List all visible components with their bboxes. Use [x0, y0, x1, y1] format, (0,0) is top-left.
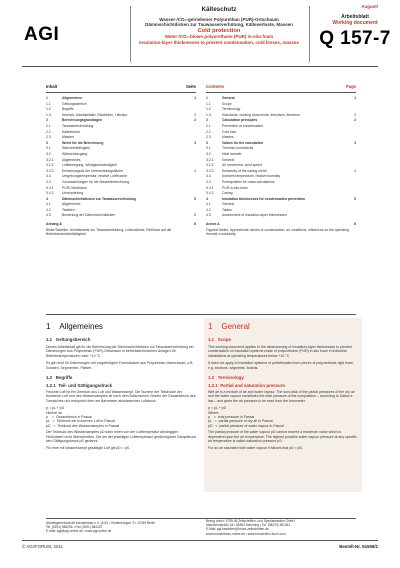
section-1-1-title-de: Geltungsbereich	[55, 337, 91, 342]
section-1-2-heading-de	[46, 375, 196, 380]
toc-de-page: 5	[194, 196, 196, 201]
header-divider-left	[130, 6, 131, 62]
toc-en-text: Cold loss	[222, 129, 236, 134]
toc-de-text: PUR-Ortschaum	[62, 185, 87, 190]
document-code: Q 157-7	[319, 28, 391, 49]
toc-de-num: 2.1	[46, 123, 51, 128]
toc-en-text: Scope	[222, 101, 232, 106]
toc-en-text: Emissivity of the casing metal	[222, 168, 267, 173]
footer-distributor-line3: E-Mail: agi-bestellen@forum-zeitschriften.de	[206, 527, 269, 532]
footer-publisher	[46, 521, 196, 534]
subtitle-en	[133, 34, 305, 44]
definition-1-de: p = Gesamtdruck in Pascal	[46, 415, 92, 420]
agi-logo: AGI	[24, 24, 60, 45]
paragraph-saturation-en: The partial pressure of the water vapour pD cannot exceed a maximum value which is dependent upon the air temperature. The highest possible water vapour pressure at any specific air temperature is called saturation pressure pS.	[208, 430, 357, 444]
toc-de-text: Werte für die Berechnung	[62, 140, 104, 145]
formula-en: p = pL + pD	[208, 406, 227, 411]
toc-en-page: 1	[354, 96, 356, 100]
section-1-title-de: Allgemeines	[59, 322, 103, 331]
toc-de-page: 1	[194, 96, 196, 100]
toc-en-num: 4	[206, 196, 208, 201]
toc-de-text: Kälteverlust	[62, 129, 80, 134]
section-1-2-num-en: 1.2	[208, 375, 215, 381]
toc-en-num: 3.2.3	[206, 168, 214, 173]
toc-de-list	[46, 96, 196, 219]
section-1-2-1-num-en: 1.2.1	[208, 383, 218, 389]
toc-de-text: Ummantelung	[62, 191, 84, 196]
toc-en-text: Assessment of insulation-layer thicknesses	[222, 213, 287, 218]
toc-en-page: 5	[354, 196, 356, 201]
order-number: Bestell-Nr. 51559/1	[339, 544, 378, 549]
toc-en-list	[206, 96, 356, 219]
issue-date: August/	[361, 4, 378, 9]
section-1-1-num-de: 1.1	[46, 337, 53, 342]
toc-en-text: Terminology	[222, 107, 241, 112]
toc-de-annex-head	[46, 222, 196, 228]
toc-en-text: General	[222, 96, 235, 100]
section-1-title-en: General	[221, 322, 250, 331]
subtitle-de-line1: Wasser-/CO₂-getriebener Polyurethan (PUR)-Ortschaum	[159, 17, 279, 22]
definition-2-en: pL = partial pressure of dry air in Pascal	[208, 419, 273, 424]
toc-en-page: 2	[354, 112, 356, 117]
paragraph-saturated-air-en: For an air saturated with water vapour it follows that pD = pS.	[208, 445, 303, 450]
section-1-1-heading-de	[46, 337, 196, 342]
toc-de-num: 1	[46, 96, 48, 100]
toc-de-text: Voraussetzungen für die Massenberechnung	[62, 179, 130, 184]
section-1-1-num-en: 1.1	[208, 337, 215, 342]
toc-en-num: 1	[206, 96, 208, 100]
toc-de-num: 1.1	[46, 101, 51, 106]
toc-en-text: General	[222, 157, 235, 162]
toc-de-num: 2.2	[46, 129, 51, 134]
subtitle-en-line1: Water-/CO₂-blown polyurethane (PUR) in-situ foam	[164, 34, 274, 40]
toc-en-num: 3.2.2	[206, 163, 214, 168]
toc-en-page-label: Page	[345, 84, 356, 89]
footer-bottom-rule	[22, 540, 378, 541]
toc-en-num: 2.1	[206, 123, 211, 128]
toc-de-rule	[46, 92, 196, 93]
toc-de-row	[46, 213, 196, 219]
where-label-de: Hierbei ist:	[46, 410, 63, 415]
toc-de-num: 3.1	[46, 146, 51, 151]
paragraph-mixture-en: Wet air is a mixture of air and water vapour. The sum-total of the partial pressures of the dry air and the water vapour constitutes the total pressure of the composition – according to Dalton's law – and gives the air pressure to be read from the barometer.	[208, 390, 355, 403]
toc-de-text: Begriffe	[62, 107, 74, 112]
toc-en-text: Ambient temperature, relative humidity	[222, 174, 281, 179]
section-1-2-title-en: Terminology	[217, 375, 244, 381]
definition-2-de: pL = Teildruck der trockenen Luft in Pascal	[46, 419, 115, 424]
toc-de-text: Tabellen	[62, 207, 75, 212]
toc-en-row	[206, 213, 356, 219]
toc-en-header	[206, 84, 356, 90]
toc-de-text: Bewertung der Dämmschichtdicken	[62, 213, 116, 218]
toc-en-text: Calculation principles	[222, 118, 258, 123]
toc-de-num: 3.4.2	[46, 191, 54, 196]
toc-de-annex-num: Anhang A	[46, 222, 62, 227]
title-en: Cold protection	[197, 28, 241, 35]
toc-en-num: 4.3	[206, 213, 211, 218]
toc-de-num: 1.3	[46, 112, 51, 117]
section-1-2-1-num-de: 1.2.1	[46, 383, 56, 389]
toc-en-text: Masses	[222, 135, 234, 140]
paragraph-saturated-air-de: Für eine mit Wasserdampf gesättigte Luft gilt pD = pS.	[46, 445, 131, 450]
footer-distributor-line1: Bezug durch: FORUM Zeitschriften- und Spezialmedien GmbH	[206, 519, 295, 523]
formula-de: p = pL + pD	[46, 406, 65, 411]
toc-de-num: 3.2	[46, 151, 51, 156]
toc-en-text: PUR-in-situ foam	[222, 185, 248, 190]
toc-en-page: 2	[354, 118, 356, 123]
toc-en-annex-text: Figures/Tables: Approximate values of condensation, air conditions, influences on the operating thermal conductivity	[206, 227, 349, 237]
section-1-num-de: 1	[46, 322, 51, 331]
toc-de-num: 3.2.1	[46, 157, 54, 162]
toc-en-text: General	[222, 202, 235, 207]
toc-en-num: 2	[206, 118, 208, 123]
toc-en-text: Air movement, wind speed	[222, 163, 262, 168]
body-de	[46, 322, 196, 450]
toc-de-header	[46, 84, 196, 90]
footer-distributor-line4: www.industriebau-online.de • www.immobilien-buch.com	[206, 531, 286, 536]
toc-en-annex-num: Annex A	[206, 222, 220, 227]
toc-en-text: Standards, working documents, directives, literature	[222, 112, 300, 117]
header-rule	[22, 66, 378, 67]
toc-en-annex-head	[206, 222, 356, 228]
section-1-2-1-heading-en	[208, 383, 358, 388]
toc-de-text: Berechnungsgrundlagen	[62, 118, 103, 123]
subtitle-de	[133, 17, 305, 27]
toc-de-page: 5	[194, 213, 196, 218]
toc-en-num: 1.3	[206, 112, 211, 117]
where-label-en: Where:	[208, 410, 220, 415]
toc-de-text: Luftbewegung, Windgeschwindigkeit	[62, 163, 117, 168]
toc-en-num: 1.1	[206, 101, 211, 106]
subtitle-de-line2: Dämmschichtdicken zur Tauwasserverhütung, Kälteverluste, Massen	[145, 22, 293, 28]
paragraph-scope-de: Dieses Arbeitsblatt gilt für die Bemessung der Dämmschichtdicken zur Tauwasserverhütung bei Dämmungen aus Polyurethan (PUR)-Ortschaum in betriebstechnischen Anlagen für Betriebstemperaturen unter +10 °C.	[46, 345, 194, 358]
toc-de-page-label: Seite	[185, 84, 196, 89]
paragraph-scope-en: This working document applies to the dimensioning of insulation-layer thicknesses to prevent condensation on insulation systems made of polyurethane (PUR) in-situ foam in industrial installations at operating temperatures below +10 °C.	[208, 345, 352, 358]
toc-en-num: 3	[206, 140, 208, 145]
toc-en-num: 1.2	[206, 107, 211, 112]
toc-en-text: Thermal conductivity	[222, 146, 254, 151]
toc-en-num: 4.2	[206, 207, 211, 212]
toc-en-text: Heat transfer	[222, 151, 242, 156]
subtitle-en-line2: Insulation-layer thicknesses to prevent condensation, cold losses, masses	[139, 39, 299, 45]
section-1-heading-de	[46, 322, 196, 331]
footer-publisher-line3: E-Mail: agi@agi-online.de • www.agi-online.de	[46, 529, 112, 534]
toc-de-text: Wärmeleitfähigkeit	[62, 146, 90, 151]
toc-en-annex	[206, 222, 356, 237]
paragraph-exclusion-de: Es gilt nicht für Dämmungen mit vorgefertigten Formstücken aus Polyurethan-Hartschaum, z.B. Schalen, Segmenten, Platten.	[46, 361, 194, 370]
definition-1-en: p = total pressure in Pascal	[208, 415, 255, 420]
toc-de-text: Dämmschichtdicken zur Tauwasserverhütung	[62, 196, 136, 201]
toc-en-num: 3.4.2	[206, 191, 214, 196]
title-de: Kälteschutz	[201, 6, 237, 13]
section-1-2-heading-en	[208, 375, 358, 380]
toc-de-num: 2.3	[46, 135, 51, 140]
toc-en-num: 3.1	[206, 146, 211, 151]
toc-en-num: 3.2.1	[206, 157, 214, 162]
document-id-block	[312, 14, 398, 50]
toc-de-num: 1.2	[46, 107, 51, 112]
toc-en-text: Prevention of condensation	[222, 123, 264, 128]
toc-de-page: 4	[194, 168, 196, 173]
toc-de-text: Normen, Arbeitsblätter, Richtlinien, Literatur	[62, 112, 128, 117]
section-1-2-1-title-en: Partial and saturation pressure	[220, 383, 285, 389]
toc-de-annex-page: 6	[194, 222, 196, 227]
section-1-2-1-title-de: Teil- und Sättigungsdruck	[58, 383, 113, 389]
toc-de-num: 4.2	[46, 207, 51, 212]
toc-en-num: 3.3	[206, 174, 211, 179]
paragraph-exclusion-en: It does not apply to insulation systems of prefabricated form pieces of polyurethane rigid foam, e.g. sections, segments, boards.	[208, 361, 354, 370]
toc-en-num: 2.2	[206, 129, 211, 134]
toc-en	[206, 84, 356, 237]
section-1-heading-en	[208, 322, 358, 331]
toc-de-page: 3	[194, 140, 196, 145]
body-en	[208, 322, 358, 450]
toc-en-num: 4.1	[206, 202, 211, 207]
toc-de-num: 4.3	[46, 213, 51, 218]
footer-publisher-line2: Tel. (0251) 884256 • Fax (0251) 884257	[46, 525, 103, 530]
section-1-2-title-de: Begriffe	[55, 375, 73, 381]
toc-en-num: 3.4	[206, 179, 211, 184]
paragraph-saturation-de: Der Teildruck des Wasserdampfes pD kann einen von der Lufttemperatur abhängigen Höchstwert nicht überschreiten. Die bei der jeweiligen Lufttemperatur größtmögliche Dampfdruck wird Sättigungsdruck pS genannt.	[46, 430, 196, 444]
toc-de-text: Tauwasserverhütung	[62, 123, 94, 128]
header-divider-right	[309, 6, 310, 62]
toc-en-text: Insulation thicknesses for condensation prevention	[222, 196, 306, 201]
toc-de-text: Allgemeines	[62, 157, 81, 162]
label-de: Arbeitsblatt	[341, 14, 369, 20]
toc-de-text: Allgemeines	[62, 96, 82, 100]
header-title-block	[133, 6, 305, 45]
toc-de-text: Umgebungstemperatur, relative Luftfeuchte	[62, 174, 128, 179]
toc-de-num: 3.2.2	[46, 163, 54, 168]
toc-de-title: Inhalt	[46, 84, 58, 89]
footer-distributor-line2: Mandichostraße 18 • 86504 Merching • Tel. (08233) 381361	[206, 523, 291, 528]
toc-de-text: Massen	[62, 135, 74, 140]
toc-en-num: 3.2	[206, 151, 211, 156]
toc-de-page: 2	[194, 118, 196, 123]
toc-de-num: 4.1	[46, 202, 51, 207]
toc-de-num: 3	[46, 140, 48, 145]
toc-de-num: 3.4.1	[46, 185, 54, 190]
toc-en-rule	[206, 92, 356, 93]
toc-de-page: 2	[194, 112, 196, 117]
definition-3-de: pD = Teildruck des Wasserdampfes in Pascal	[46, 423, 120, 428]
toc-de	[46, 84, 196, 237]
toc-en-num: 2.3	[206, 135, 211, 140]
toc-de-text: Geltungsbereich	[62, 101, 87, 106]
toc-de-num: 3.2.3	[46, 168, 54, 173]
toc-en-text: Tables	[222, 207, 232, 212]
toc-de-text: Emissionsgrad der Ummantelungsfläche	[62, 168, 123, 173]
footer-publisher-line1: Arbeitsgemeinschaft Industriebau e.V. (AGI) • Hindenburgstr. 9 • 12345 Berlin	[46, 521, 156, 525]
toc-de-num: 3.4	[46, 179, 51, 184]
toc-en-title: Contents	[206, 84, 225, 89]
toc-bottom-rule	[46, 314, 356, 315]
toc-de-annex	[46, 222, 196, 237]
footer-distributor	[206, 519, 356, 536]
copyright: © AGI/FORUM, 2011	[22, 544, 63, 549]
section-1-2-1-heading-de	[46, 383, 196, 388]
section-1-num-en: 1	[208, 322, 213, 331]
toc-en-text: Values for the calculation	[222, 140, 263, 145]
toc-en-page: 3	[354, 140, 356, 145]
toc-en-page: 4	[354, 168, 356, 173]
toc-en-text: Prerequisites for mass calculations	[222, 179, 275, 184]
toc-de-text: Wärmeübergang	[62, 151, 88, 156]
paragraph-mixture-de: Feuchte Luft ist ein Gemisch aus Luft und Wasserdampf. Die Summe der Teildrücke der trockenen Luft und des Wasserdampfes ist nach dem Daltonschen Gesetz der Gesamtdruck des Gemisches und entspricht dem am Barometer abzulesenden Luftdruck.	[46, 390, 196, 403]
definition-3-en: pD = partial pressure of water vapour in Pascal	[208, 423, 284, 428]
toc-en-annex-page: 6	[354, 222, 356, 227]
toc-de-annex-text: Bilder/Tabellen: Anhaltswerte zur Tauwasserbildung, Luftzustände, Einflüsse auf die Betriebswärmeleitfähigkeit	[46, 227, 172, 237]
toc-en-num: 3.4.1	[206, 185, 214, 190]
section-1-1-title-en: Scope	[217, 337, 231, 342]
section-1-1-heading-en	[208, 337, 358, 342]
toc-de-num: 4	[46, 196, 48, 201]
toc-de-num: 3.3	[46, 174, 51, 179]
toc-de-num: 2	[46, 118, 48, 123]
section-1-2-num-de: 1.2	[46, 375, 53, 381]
label-en: Working document	[332, 20, 378, 26]
toc-en-text: Casing	[222, 191, 233, 196]
toc-de-text: Allgemeines	[62, 202, 81, 207]
